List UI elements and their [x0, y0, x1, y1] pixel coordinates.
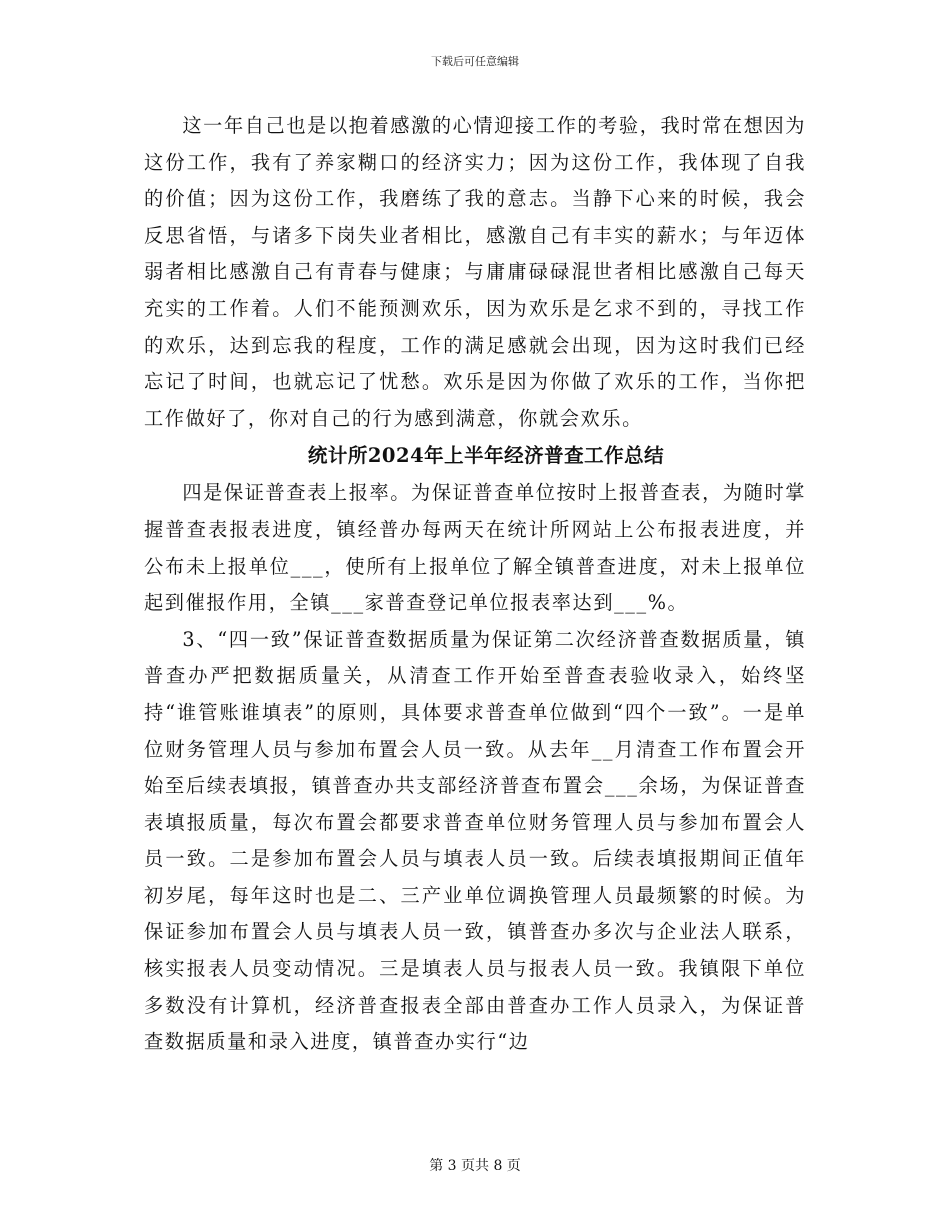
page-number-footer: 第 3 页共 8 页: [429, 1158, 521, 1174]
paragraph-gratitude: 这一年自己也是以抱着感激的心情迎接工作的考验，我时常在想因为这份工作，我有了养家糊口的经济实力；因为这份工作，我体现了自我的价值；因为这份工作，我磨练了我的意志。当静下心来的时候，我会反思省悟，与诸多下岗失业者相比，感激自己有丰实的薪水；与年迈体弱者相比感激自己有青春与健康；与庸庸碌碌混世者相比感激自己每天充实的工作着。人们不能预测欢乐，因为欢乐是乞求不到的，寻找工作的欢乐，达到忘我的程度，工作的满足感就会出现，因为这时我们已经忘记了时间，也就忘记了忧愁。欢乐是因为你做了欢乐的工作，当你把工作做好了，你对自己的行为感到满意，你就会欢乐。: [144, 114, 807, 430]
page-header-note: 下载后可任意编辑: [431, 55, 519, 68]
section-title: 统计所2024年上半年经济普查工作总结: [307, 444, 665, 468]
paragraph-four-consistency: 3、“四一致”保证普查数据质量为保证第二次经济普查数据质量，镇普查办严把数据质量关，从清查工作开始至普查表验收录入，始终坚持“谁管账谁填表”的原则，具体要求普查单位做到“四个一致”。一是单位财务管理人员与参加布置会人员一致。从去年__月清查工作布置会开始至后续表填报，镇普查办共支部经济普查布置会___余场，为保证普查表填报质量，每次布置会都要求普查单位财务管理人员与参加布置会人员一致。二是参加布置会人员与填表人员一致。后续表填报期间正值年初岁尾，每年这时也是二、三产业单位调换管理人员最频繁的时候。为保证参加布置会人员与填表人员一致，镇普查办多次与企业法人联系，核实报表人员变动情况。三是填表人员与报表人员一致。我镇限下单位多数没有计算机，经济普查报表全部由普查办工作人员录入，为保证普查数据质量和录入进度，镇普查办实行“边: [144, 627, 806, 1054]
document-body: [144, 108, 806, 1061]
paragraph-report-rate: 四是保证普查表上报率。为保证普查单位按时上报普查表，为随时掌握普查表报表进度，镇经普办每两天在统计所网站上公布报表进度，并公布未上报单位___，使所有上报单位了解全镇普查进度，对未上报单位起到催报作用，全镇___家普查登记单位报表率达到___%。: [144, 481, 807, 615]
